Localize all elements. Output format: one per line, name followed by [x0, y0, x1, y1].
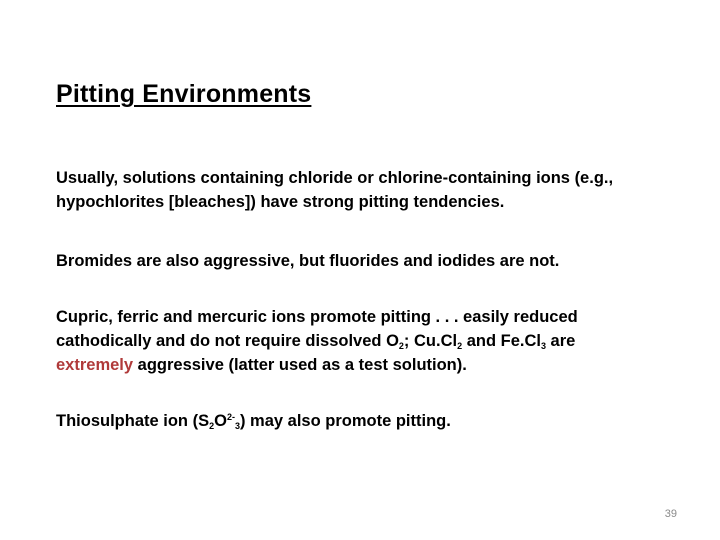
text-segment: are — [545, 332, 576, 350]
subscript: 2 — [398, 341, 404, 351]
paragraph-line: hypochlorites [bleaches]) have strong pitting tendencies. — [56, 193, 505, 211]
paragraph-line: Cupric, ferric and mercuric ions promote pitting . . . easily reduced — [56, 308, 578, 326]
subscript: 2 — [457, 341, 463, 351]
subscript: 2 — [209, 421, 215, 431]
emphasis-extremely: extremely — [56, 356, 134, 374]
text-segment: O — [214, 412, 227, 430]
superscript: 2- — [226, 412, 235, 422]
text-segment: ; Cu.Cl — [403, 332, 458, 350]
text-segment: cathodically and do not require dissolved O — [56, 332, 399, 350]
text-segment: ) may also promote pitting. — [239, 412, 451, 430]
paragraph-line — [56, 409, 676, 433]
paragraph-chloride — [56, 166, 676, 214]
paragraph-thiosulphate — [56, 409, 676, 433]
paragraph-cupric-ferric — [56, 305, 676, 377]
paragraph-line — [56, 329, 676, 353]
page-number: 39 — [664, 508, 677, 520]
paragraph-line: Bromides are also aggressive, but fluorides and iodides are not. — [56, 252, 560, 270]
subscript: 3 — [540, 341, 546, 351]
subscript: 3 — [234, 421, 240, 431]
paragraph-line — [56, 353, 676, 377]
text-segment: Thiosulphate ion (S — [56, 412, 210, 430]
text-segment: aggressive (latter used as a test solution). — [133, 356, 467, 374]
paragraph-line: Usually, solutions containing chloride or chlorine-containing ions (e.g., — [56, 169, 614, 187]
text-segment: and Fe.Cl — [462, 332, 541, 350]
slide-title: Pitting Environments — [56, 80, 312, 108]
paragraph-bromides — [56, 249, 676, 273]
